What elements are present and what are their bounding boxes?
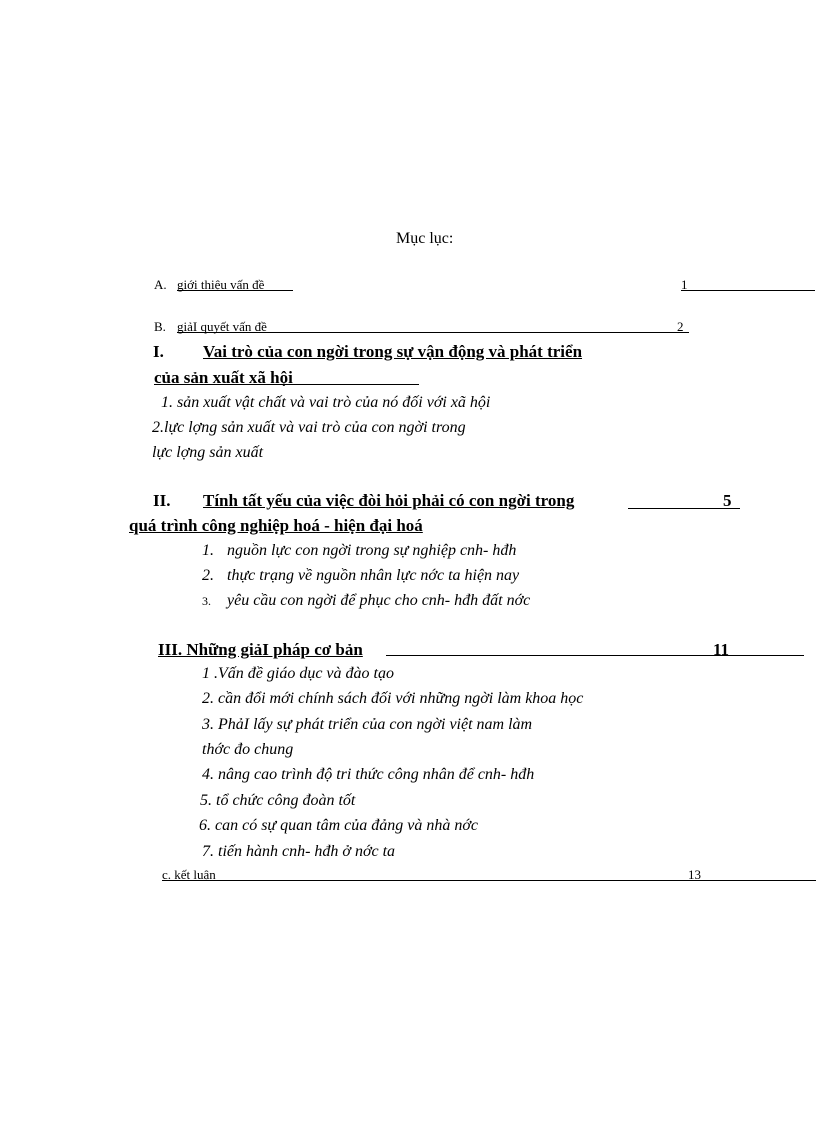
section-ii-item-1-text: nguồn lực con ngời trong sự nghiệp cnh- hđh (227, 542, 517, 559)
section-iii-item-4: 4. nâng cao trình độ tri thức công nhân để cnh- hđh (202, 766, 535, 783)
toc-entry-b-text: giảI quyết vấn đề (177, 319, 267, 334)
section-iii-item-2: 2. cần đổi mới chính sách đối với những ngời làm khoa học (202, 690, 584, 707)
section-ii-page: 5 (723, 491, 732, 510)
toc-entry-b-page: 2 (677, 319, 684, 334)
section-ii-item-3-text: yêu cầu con ngời để phục cho cnh- hđh đất nớc (227, 592, 531, 609)
section-i-leader (154, 384, 419, 385)
section-iii-item-7: 7. tiến hành cnh- hđh ở nớc ta (202, 843, 396, 860)
toc-entry-a-label: A. (154, 277, 167, 292)
section-iii-leader (386, 655, 804, 656)
toc-entry-b-label: B. (154, 319, 166, 334)
toc-entry-c-page: 13 (688, 867, 701, 882)
section-i-item-2: 2.lực lợng sản xuất và vai trò của con ngời trong (152, 419, 466, 436)
section-i-title-line1: Vai trò của con ngời trong sự vận động và phát triển (203, 342, 583, 361)
section-iii-item-6: 6. can có sự quan tâm của đảng và nhà nớc (199, 817, 478, 834)
section-iii-item-3-cont: thớc đo chung (202, 741, 294, 758)
toc-entry-a-page-leader (681, 290, 815, 291)
section-i-item-2-cont: lực lợng sản xuất (152, 444, 264, 461)
section-ii-number: II. (153, 491, 171, 510)
section-ii-item-3-num: 3. (202, 594, 211, 608)
section-ii-title-line1: Tính tất yếu của việc đòi hỏi phải có con ngời trong (203, 491, 575, 510)
toc-entry-b-leader (177, 332, 689, 333)
section-ii-item-2-text: thực trạng về nguồn nhân lực nớc ta hiện nay (227, 567, 520, 584)
section-ii-item-1-num: 1. (202, 542, 214, 559)
section-i-number: I. (153, 342, 164, 361)
section-ii-item-2-num: 2. (202, 567, 214, 584)
toc-title: Mục lục: (396, 230, 454, 247)
toc-entry-a-text: giới thiệu vấn đề (177, 277, 265, 292)
toc-entry-c-leader (162, 880, 816, 881)
section-ii-title-line2: quá trình công nghiệp hoá - hiện đại hoá (129, 516, 423, 535)
section-iii-item-5: 5. tổ chức công đoàn tốt (200, 792, 356, 809)
toc-entry-a-page: 1 (681, 277, 688, 292)
section-iii-page: 11 (713, 640, 730, 659)
section-iii-item-1: 1 .Vấn đề giáo dục và đào tạo (202, 665, 394, 682)
toc-entry-c-text: c. kết luận (162, 867, 216, 882)
section-i-item-1: 1. sản xuất vật chất và vai trò của nó đối với xã hội (161, 394, 491, 411)
section-iii-title: III. Những giảI pháp cơ bản (158, 640, 363, 659)
toc-entry-a-leader (177, 290, 293, 291)
section-iii-item-3: 3. PhảI lấy sự phát triển của con ngời việt nam làm (202, 716, 533, 733)
section-i-title-line2: của sản xuất xã hội (154, 368, 293, 387)
